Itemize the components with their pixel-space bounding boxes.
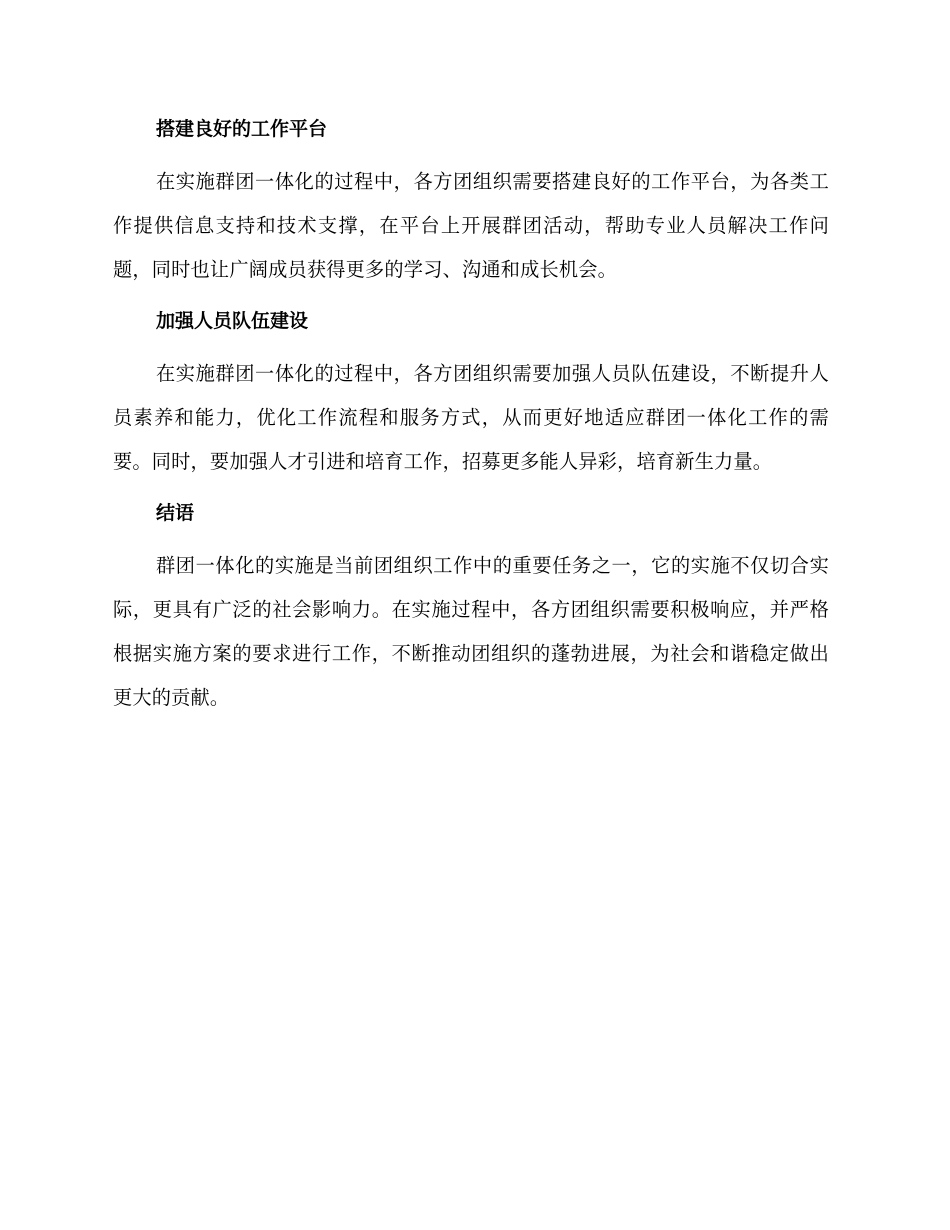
section-paragraph: 在实施群团一体化的过程中，各方团组织需要加强人员队伍建设，不断提升人员素养和能力，优化工作流程和服务方式，从而更好地适应群团一体化工作的需要。同时，要加强人才引进和培育工作，招募更多能人异彩，培育新生力量。: [113, 362, 829, 473]
section-heading: 加强人员队伍建设: [156, 310, 309, 332]
section-work-platform: [113, 112, 829, 292]
section-heading: 结语: [156, 502, 195, 524]
section-paragraph: 群团一体化的实施是当前团组织工作中的重要任务之一，它的实施不仅切合实际，更具有广泛的社会影响力。在实施过程中，各方团组织需要积极响应，并严格根据实施方案的要求进行工作，不断推动团组织的蓬勃进展，为社会和谐稳定做出更大的贡献。: [113, 554, 829, 709]
document-body: [113, 112, 829, 732]
section-heading: 搭建良好的工作平台: [156, 118, 328, 140]
section-team-building: [113, 304, 829, 484]
section-conclusion: [113, 496, 829, 720]
section-paragraph: 在实施群团一体化的过程中，各方团组织需要搭建良好的工作平台，为各类工作提供信息支持和技术支撑，在平台上开展群团活动，帮助专业人员解决工作问题，同时也让广阔成员获得更多的学习、沟通和成长机会。: [113, 170, 829, 281]
